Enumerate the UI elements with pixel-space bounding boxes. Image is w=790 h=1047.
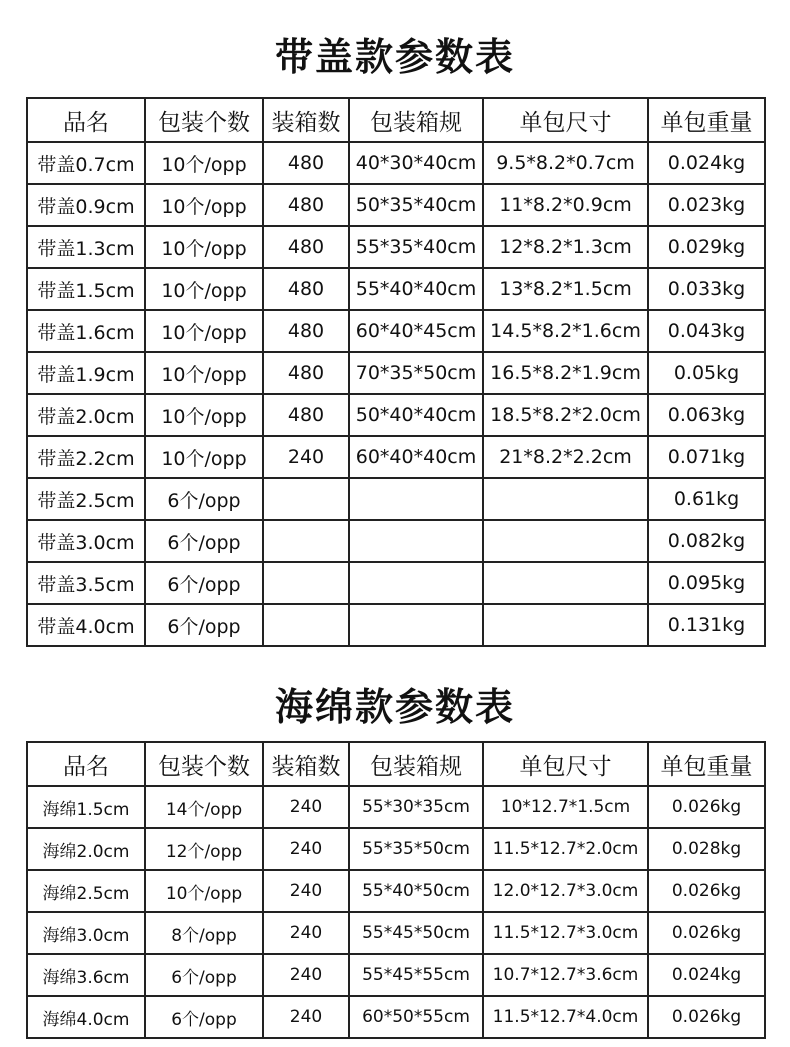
table-header-row	[27, 98, 765, 142]
cell-pack-weight: 0.026kg	[648, 870, 765, 912]
cell-carton-size: 70*35*50cm	[349, 352, 483, 394]
cell-carton-size: 55*45*50cm	[349, 912, 483, 954]
lid-table-title: 带盖款参数表	[274, 35, 515, 79]
cell-pack-count: 14个/opp	[145, 786, 263, 828]
cell-pack-size	[483, 604, 648, 646]
cell-pack-count: 8个/opp	[145, 912, 263, 954]
table-row	[27, 394, 765, 436]
table-row	[27, 954, 765, 996]
table-row	[27, 912, 765, 954]
cell-carton-qty: 480	[263, 310, 349, 352]
cell-carton-size	[349, 562, 483, 604]
cell-carton-size	[349, 520, 483, 562]
cell-carton-size: 55*30*35cm	[349, 786, 483, 828]
cell-product-name: 海绵2.5cm	[27, 870, 145, 912]
cell-carton-size	[349, 478, 483, 520]
cell-carton-qty	[263, 604, 349, 646]
header-carton-size: 包装箱规	[349, 98, 483, 142]
cell-pack-size: 10.7*12.7*3.6cm	[483, 954, 648, 996]
cell-pack-size: 14.5*8.2*1.6cm	[483, 310, 648, 352]
cell-pack-size	[483, 562, 648, 604]
cell-pack-weight: 0.026kg	[648, 912, 765, 954]
table-row	[27, 142, 765, 184]
cell-pack-count: 6个/opp	[145, 520, 263, 562]
cell-product-name: 带盖1.3cm	[27, 226, 145, 268]
cell-pack-weight: 0.61kg	[648, 478, 765, 520]
cell-pack-weight: 0.029kg	[648, 226, 765, 268]
table-row	[27, 604, 765, 646]
cell-pack-count: 10个/opp	[145, 268, 263, 310]
table-row	[27, 478, 765, 520]
cell-pack-weight: 0.043kg	[648, 310, 765, 352]
cell-carton-size: 55*40*40cm	[349, 268, 483, 310]
cell-carton-qty: 240	[263, 786, 349, 828]
cell-pack-size	[483, 520, 648, 562]
cell-product-name: 带盖3.0cm	[27, 520, 145, 562]
cell-carton-qty: 480	[263, 184, 349, 226]
header-pack-size: 单包尺寸	[483, 742, 648, 786]
cell-carton-size: 55*35*50cm	[349, 828, 483, 870]
cell-carton-qty: 240	[263, 436, 349, 478]
cell-product-name: 带盖1.9cm	[27, 352, 145, 394]
cell-pack-count: 6个/opp	[145, 478, 263, 520]
cell-pack-weight: 0.063kg	[648, 394, 765, 436]
cell-pack-size: 11.5*12.7*2.0cm	[483, 828, 648, 870]
cell-carton-size: 50*35*40cm	[349, 184, 483, 226]
cell-pack-count: 10个/opp	[145, 870, 263, 912]
table-row	[27, 352, 765, 394]
cell-pack-count: 12个/opp	[145, 828, 263, 870]
sponge-spec-table	[26, 741, 766, 1039]
cell-pack-count: 10个/opp	[145, 142, 263, 184]
cell-carton-size: 50*40*40cm	[349, 394, 483, 436]
header-pack-size: 单包尺寸	[483, 98, 648, 142]
header-pack-weight: 单包重量	[648, 98, 765, 142]
table-row	[27, 828, 765, 870]
cell-pack-weight: 0.05kg	[648, 352, 765, 394]
header-pack-weight: 单包重量	[648, 742, 765, 786]
cell-product-name: 海绵1.5cm	[27, 786, 145, 828]
cell-pack-size: 11*8.2*0.9cm	[483, 184, 648, 226]
cell-carton-size: 60*50*55cm	[349, 996, 483, 1038]
header-carton-size: 包装箱规	[349, 742, 483, 786]
cell-product-name: 带盖0.7cm	[27, 142, 145, 184]
cell-pack-weight: 0.024kg	[648, 954, 765, 996]
cell-pack-count: 10个/opp	[145, 226, 263, 268]
cell-carton-size: 60*40*45cm	[349, 310, 483, 352]
cell-carton-qty	[263, 520, 349, 562]
cell-pack-weight: 0.095kg	[648, 562, 765, 604]
cell-carton-qty: 240	[263, 912, 349, 954]
cell-carton-qty: 240	[263, 954, 349, 996]
cell-product-name: 海绵4.0cm	[27, 996, 145, 1038]
cell-pack-count: 10个/opp	[145, 184, 263, 226]
cell-pack-count: 10个/opp	[145, 310, 263, 352]
table-row	[27, 520, 765, 562]
cell-product-name: 带盖2.2cm	[27, 436, 145, 478]
cell-pack-weight: 0.026kg	[648, 996, 765, 1038]
table-row	[27, 310, 765, 352]
sponge-table-title: 海绵款参数表	[274, 685, 515, 729]
cell-pack-weight: 0.033kg	[648, 268, 765, 310]
cell-carton-qty	[263, 562, 349, 604]
cell-pack-size: 12*8.2*1.3cm	[483, 226, 648, 268]
cell-pack-size: 12.0*12.7*3.0cm	[483, 870, 648, 912]
cell-carton-qty	[263, 478, 349, 520]
cell-carton-qty: 240	[263, 828, 349, 870]
cell-pack-weight: 0.023kg	[648, 184, 765, 226]
cell-product-name: 带盖0.9cm	[27, 184, 145, 226]
table-row	[27, 268, 765, 310]
cell-carton-qty: 480	[263, 226, 349, 268]
header-carton-qty: 装箱数	[263, 98, 349, 142]
table-row	[27, 786, 765, 828]
table-row	[27, 184, 765, 226]
cell-carton-qty: 240	[263, 996, 349, 1038]
cell-pack-weight: 0.026kg	[648, 786, 765, 828]
cell-product-name: 带盖1.6cm	[27, 310, 145, 352]
header-carton-qty: 装箱数	[263, 742, 349, 786]
cell-carton-size: 55*35*40cm	[349, 226, 483, 268]
cell-product-name: 海绵2.0cm	[27, 828, 145, 870]
cell-pack-size: 16.5*8.2*1.9cm	[483, 352, 648, 394]
cell-product-name: 带盖2.5cm	[27, 478, 145, 520]
header-pack-count: 包装个数	[145, 742, 263, 786]
cell-pack-size	[483, 478, 648, 520]
cell-pack-count: 10个/opp	[145, 352, 263, 394]
lid-spec-table	[26, 97, 766, 647]
cell-product-name: 带盖4.0cm	[27, 604, 145, 646]
cell-pack-count: 10个/opp	[145, 394, 263, 436]
cell-pack-count: 6个/opp	[145, 954, 263, 996]
cell-product-name: 带盖2.0cm	[27, 394, 145, 436]
cell-carton-qty: 480	[263, 268, 349, 310]
cell-pack-size: 13*8.2*1.5cm	[483, 268, 648, 310]
cell-product-name: 海绵3.0cm	[27, 912, 145, 954]
table-row	[27, 996, 765, 1038]
cell-pack-size: 11.5*12.7*4.0cm	[483, 996, 648, 1038]
cell-pack-size: 11.5*12.7*3.0cm	[483, 912, 648, 954]
cell-product-name: 海绵3.6cm	[27, 954, 145, 996]
table-row	[27, 562, 765, 604]
cell-pack-size: 9.5*8.2*0.7cm	[483, 142, 648, 184]
cell-pack-count: 10个/opp	[145, 436, 263, 478]
cell-pack-weight: 0.028kg	[648, 828, 765, 870]
cell-pack-size: 18.5*8.2*2.0cm	[483, 394, 648, 436]
table-header-row	[27, 742, 765, 786]
cell-pack-size: 10*12.7*1.5cm	[483, 786, 648, 828]
header-product-name: 品名	[27, 98, 145, 142]
table-row	[27, 436, 765, 478]
cell-pack-weight: 0.131kg	[648, 604, 765, 646]
cell-pack-count: 6个/opp	[145, 996, 263, 1038]
cell-carton-size: 55*40*50cm	[349, 870, 483, 912]
cell-pack-count: 6个/opp	[145, 604, 263, 646]
header-pack-count: 包装个数	[145, 98, 263, 142]
cell-carton-size: 40*30*40cm	[349, 142, 483, 184]
cell-carton-size: 60*40*40cm	[349, 436, 483, 478]
cell-pack-weight: 0.071kg	[648, 436, 765, 478]
cell-pack-count: 6个/opp	[145, 562, 263, 604]
cell-pack-weight: 0.082kg	[648, 520, 765, 562]
cell-pack-weight: 0.024kg	[648, 142, 765, 184]
cell-carton-size	[349, 604, 483, 646]
cell-product-name: 带盖1.5cm	[27, 268, 145, 310]
cell-carton-qty: 480	[263, 142, 349, 184]
table-row	[27, 226, 765, 268]
cell-carton-size: 55*45*55cm	[349, 954, 483, 996]
cell-product-name: 带盖3.5cm	[27, 562, 145, 604]
table-row	[27, 870, 765, 912]
cell-carton-qty: 480	[263, 352, 349, 394]
cell-pack-size: 21*8.2*2.2cm	[483, 436, 648, 478]
cell-carton-qty: 480	[263, 394, 349, 436]
cell-carton-qty: 240	[263, 870, 349, 912]
header-product-name: 品名	[27, 742, 145, 786]
